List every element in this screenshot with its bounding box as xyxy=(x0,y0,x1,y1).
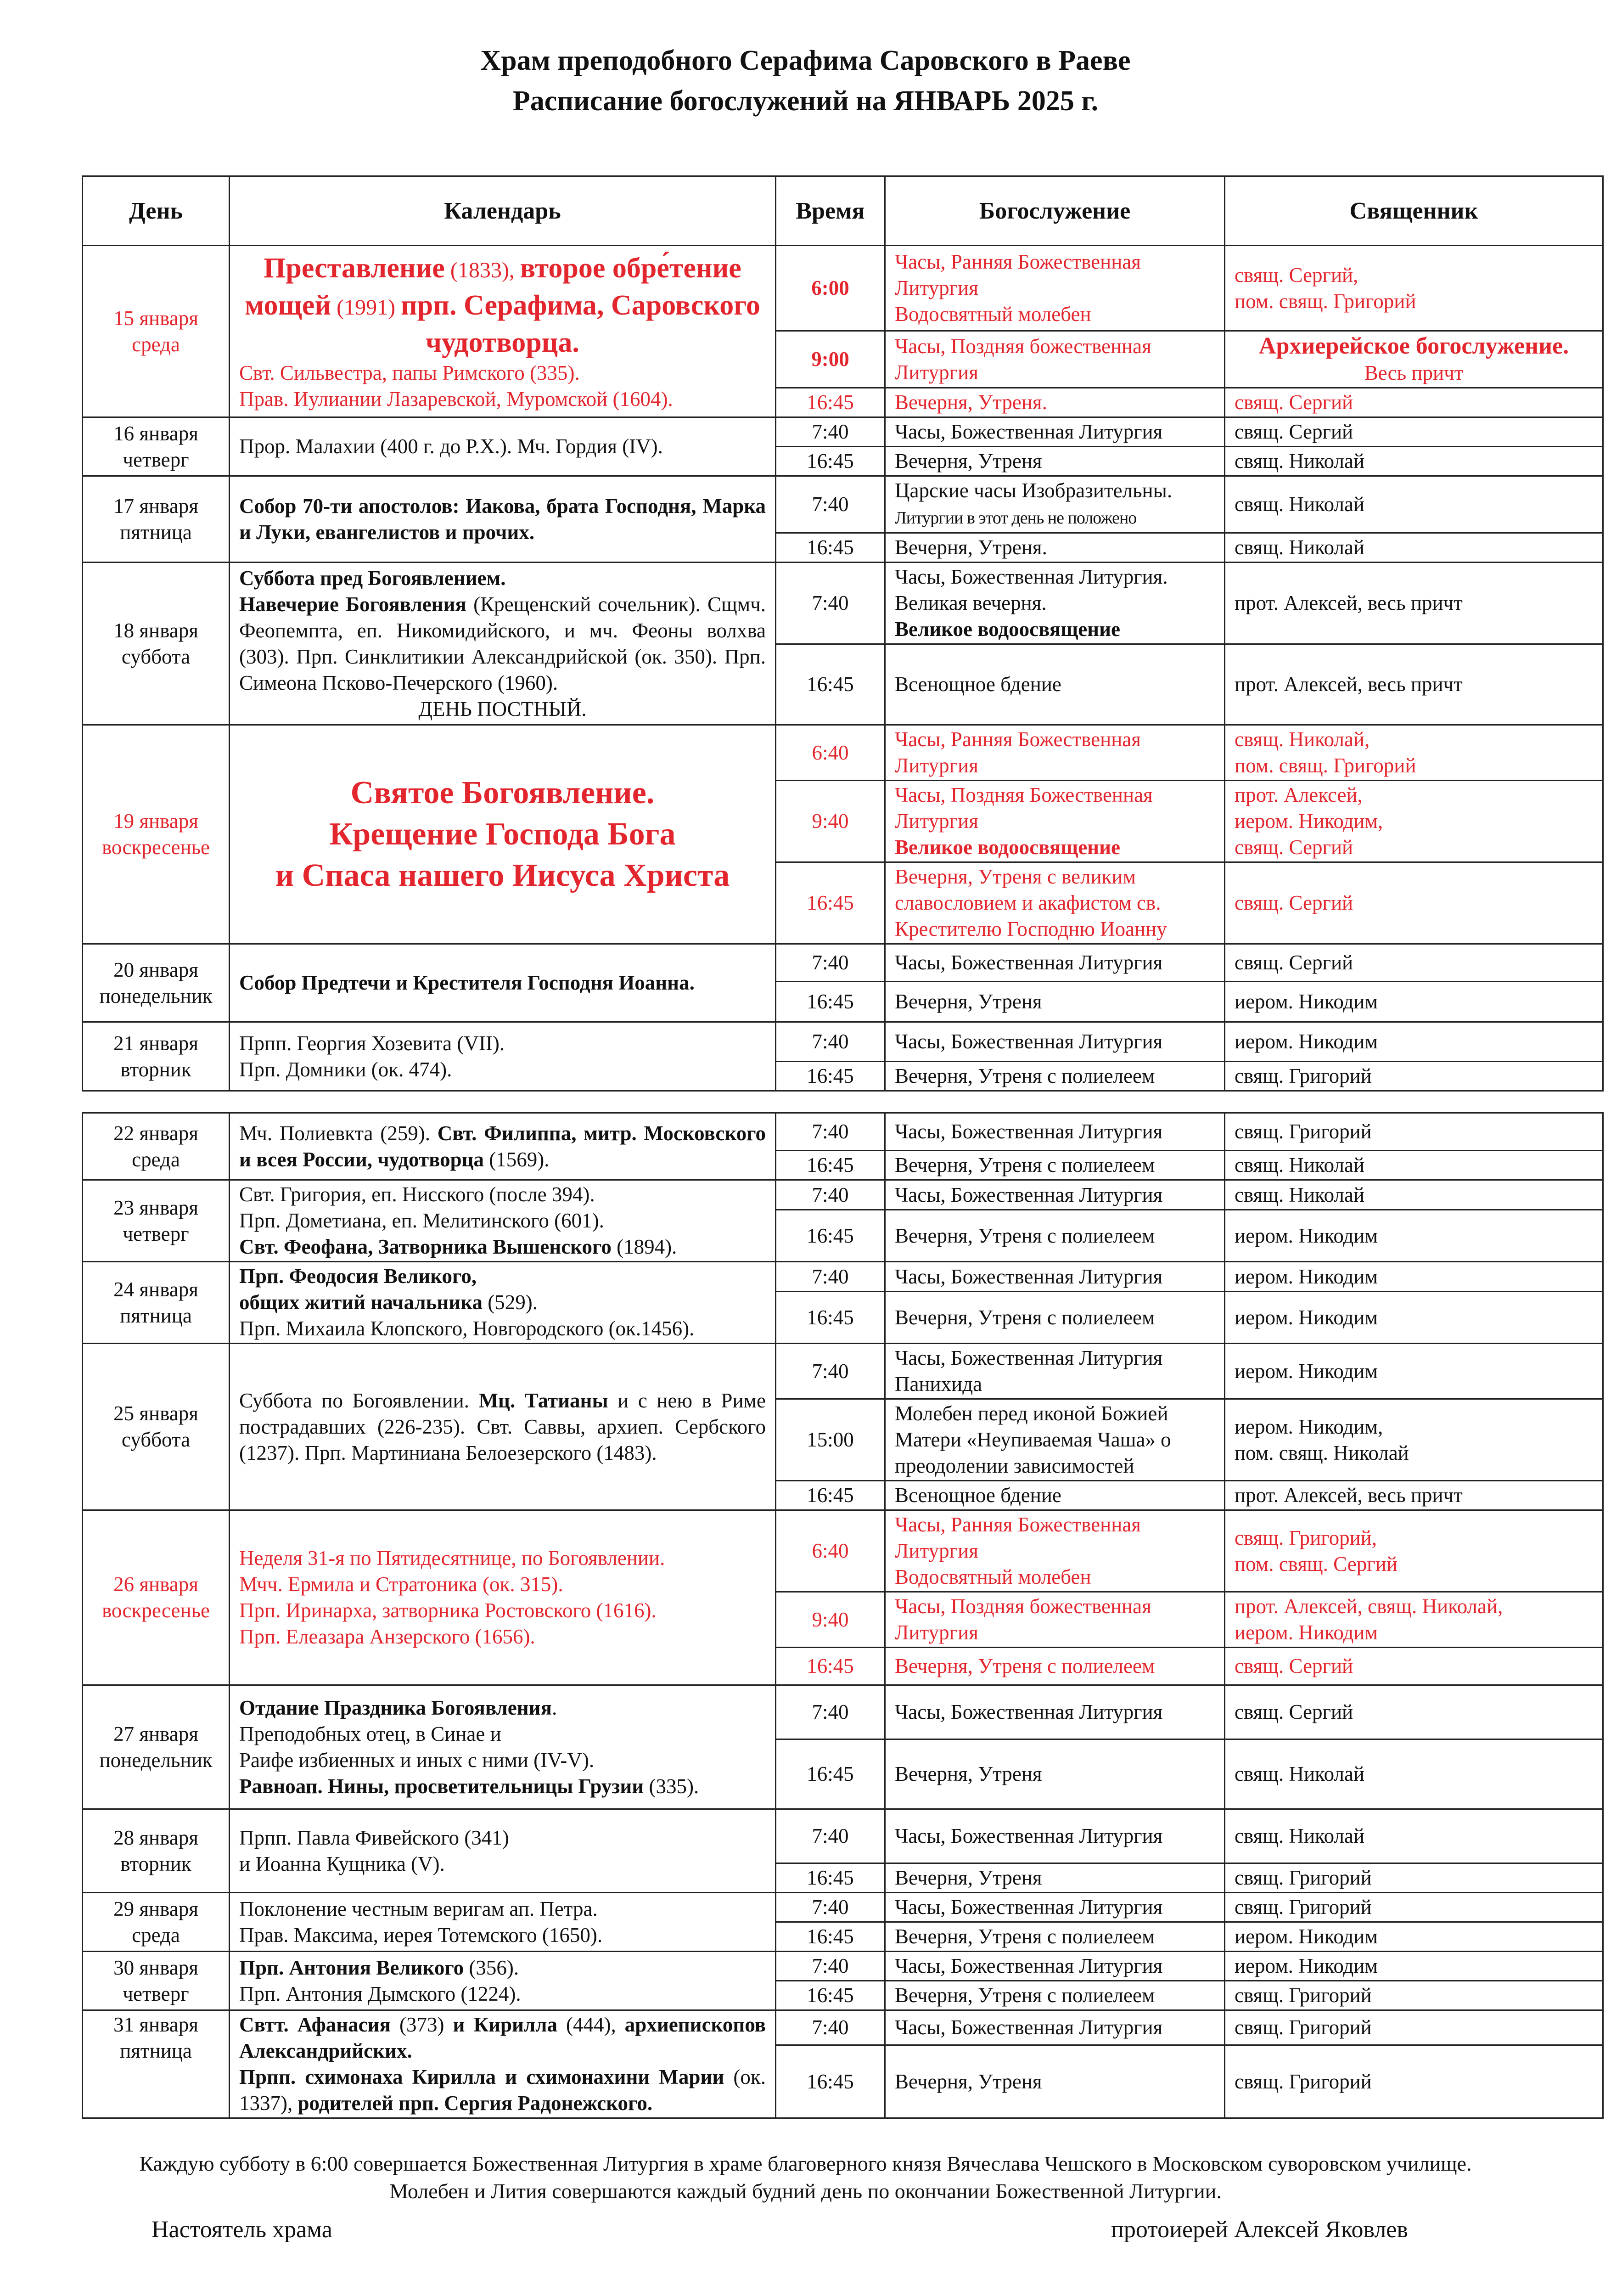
priest-cell: свящ. Сергий xyxy=(1225,1685,1603,1739)
time-cell: 7:40 xyxy=(776,1180,885,1210)
table-row xyxy=(83,944,1603,982)
table-row xyxy=(83,476,1603,533)
date-label: 31 января xyxy=(113,2013,198,2036)
priest-cell: свящ. Григорий xyxy=(1225,1113,1603,1151)
calendar-cell xyxy=(230,1262,776,1344)
weekday-label: среда xyxy=(132,1923,180,1947)
day-cell xyxy=(83,1262,230,1344)
commemoration-bold: Навечерие Богоявления xyxy=(239,592,466,616)
service-cell: Вечерня, Утреня с полиелеем xyxy=(885,1151,1225,1180)
commemoration-text: и с нею в Риме пострадавших (226-235). Свт. Саввы, архиеп. Сербского (1237). Прп. Мартиниана Белоезерского (1483). xyxy=(239,1389,766,1464)
service-cell: Всенощное бдение xyxy=(885,644,1225,725)
commemoration-text: (1894). xyxy=(611,1235,677,1258)
service-text: Часы, Поздняя Божественная Литургия xyxy=(895,783,1153,833)
weekday-label: понедельник xyxy=(99,984,213,1007)
time-cell: 16:45 xyxy=(776,982,885,1022)
priest-cell: свящ. Григорий, пом. свящ. Сергий xyxy=(1225,1510,1603,1592)
priest-cell: свящ. Сергий xyxy=(1225,862,1603,944)
col-header-time: Время xyxy=(776,176,885,246)
day-cell xyxy=(83,1022,230,1091)
table-row xyxy=(83,1344,1603,1399)
time-cell: 16:45 xyxy=(776,388,885,417)
table-row xyxy=(83,1022,1603,1062)
priest-cell: свящ. Сергий, пом. свящ. Григорий xyxy=(1225,246,1603,331)
service-cell xyxy=(885,781,1225,862)
weekday-label: пятница xyxy=(120,520,192,544)
time-cell: 7:40 xyxy=(776,1809,885,1863)
commemoration-bold: Свтт. Афанасия xyxy=(239,2013,391,2036)
day-cell xyxy=(83,563,230,725)
priest-cell: иером. Никодим xyxy=(1225,1292,1603,1344)
calendar-cell xyxy=(230,1180,776,1262)
service-cell: Часы, Божественная Литургия xyxy=(885,1180,1225,1210)
commemoration-bold: архиепископов Александрийских. xyxy=(239,2013,766,2062)
time-cell: 6:40 xyxy=(776,725,885,781)
table-row xyxy=(83,1893,1603,1922)
time-cell: 15:00 xyxy=(776,1399,885,1481)
service-text: Часы, Божественная Литургия. Великая вечерня. xyxy=(895,565,1168,614)
commemoration-text: (1569). xyxy=(484,1148,550,1171)
date-label: 28 января xyxy=(113,1826,198,1849)
service-cell: Часы, Божественная Литургия xyxy=(885,1022,1225,1062)
commemoration-text: (444), xyxy=(557,2013,625,2036)
table-row xyxy=(83,1952,1603,1981)
table-row xyxy=(83,1262,1603,1292)
feast-title: и Спаса нашего Иисуса Христа xyxy=(275,858,730,893)
commemoration-line: Прав. Иулиании Лазаревской, Муромской (1604). xyxy=(239,387,673,411)
priest-cell: свящ. Сергий xyxy=(1225,388,1603,417)
priest-cell xyxy=(1225,331,1603,388)
table-row xyxy=(83,1113,1603,1151)
service-text: Царские часы Изобразительны. xyxy=(895,479,1173,502)
weekday-label: вторник xyxy=(120,1058,191,1081)
commemoration-text: . xyxy=(551,1696,557,1719)
service-cell: Вечерня, Утреня с полиелеем xyxy=(885,1062,1225,1091)
feast-name: Преставление xyxy=(264,252,445,284)
date-label: 20 января xyxy=(113,958,198,981)
time-cell: 16:45 xyxy=(776,533,885,563)
commemoration-text: Прп. Михаила Клопского, Новгородского (ок.1456). xyxy=(239,1317,695,1340)
commemoration-text: Прп. Антония Дымского (1224). xyxy=(239,1982,521,2005)
calendar-cell xyxy=(230,1952,776,2010)
priest-cell: иером. Никодим xyxy=(1225,982,1603,1022)
time-cell: 7:40 xyxy=(776,1952,885,1981)
time-cell: 7:40 xyxy=(776,1344,885,1399)
time-cell: 7:40 xyxy=(776,944,885,982)
time-cell: 16:45 xyxy=(776,1739,885,1809)
date-label: 29 января xyxy=(113,1897,198,1920)
priest-cell: свящ. Николай xyxy=(1225,1180,1603,1210)
service-cell: Вечерня, Утреня xyxy=(885,1739,1225,1809)
time-cell: 7:40 xyxy=(776,1022,885,1062)
service-bold: Великое водоосвящение xyxy=(895,618,1121,641)
service-cell: Вечерня, Утреня с полиелеем xyxy=(885,1292,1225,1344)
time-cell: 7:40 xyxy=(776,563,885,644)
time-cell: 7:40 xyxy=(776,2010,885,2045)
service-cell: Часы, Божественная Литургия xyxy=(885,1893,1225,1922)
priest-cell: свящ. Николай xyxy=(1225,533,1603,563)
feast-saint: прп. Серафима, Саровского чудотворца. xyxy=(401,289,760,358)
calendar-cell xyxy=(230,1685,776,1809)
service-cell: Часы, Ранняя Божественная Литургия Водосвятный молебен xyxy=(885,1510,1225,1592)
time-cell: 16:45 xyxy=(776,1062,885,1091)
table-row xyxy=(83,1809,1603,1863)
calendar-cell: Поклонение честным веригам ап. Петра. Прав. Максима, иерея Тотемского (1650). xyxy=(230,1893,776,1952)
calendar-cell: Прпп. Павла Фивейского (341) и Иоанна Кущника (V). xyxy=(230,1809,776,1893)
calendar-cell xyxy=(230,1344,776,1510)
commemoration-text: Прп. Дометиана, еп. Мелитинского (601). xyxy=(239,1209,604,1232)
priest-cell: свящ. Григорий xyxy=(1225,1863,1603,1893)
priest-cell: свящ. Николай xyxy=(1225,1151,1603,1180)
priest-cell: прот. Алексей, весь причт xyxy=(1225,1481,1603,1510)
priest-cell: свящ. Сергий xyxy=(1225,1648,1603,1685)
service-cell xyxy=(885,563,1225,644)
priest-cell: свящ. Григорий xyxy=(1225,1981,1603,2010)
date-label: 22 января xyxy=(113,1121,198,1145)
service-cell: Часы, Божественная Литургия xyxy=(885,1685,1225,1739)
priest-cell: иером. Никодим xyxy=(1225,1922,1603,1952)
calendar-cell: Прпп. Георгия Хозевита (VII). Прп. Домники (ок. 474). xyxy=(230,1022,776,1091)
weekday-label: четверг xyxy=(123,448,189,471)
commemoration-bold: Отдание Праздника Богоявления xyxy=(239,1696,552,1719)
fast-day-note: ДЕНЬ ПОСТНЫЙ. xyxy=(418,697,587,720)
col-header-day: День xyxy=(83,176,230,246)
priest-cell: свящ. Сергий xyxy=(1225,944,1603,982)
time-cell: 16:45 xyxy=(776,447,885,476)
commemoration-text: Суббота по Богоявлении. xyxy=(239,1389,479,1412)
weekday-label: среда xyxy=(132,1148,180,1171)
day-cell xyxy=(83,944,230,1022)
feast-year: (1833), xyxy=(444,258,520,282)
service-cell: Часы, Поздняя божественная Литургия xyxy=(885,1592,1225,1648)
feast-title: Святое Богоявление. xyxy=(350,775,655,810)
commemoration-bold: и Кирилла xyxy=(453,2013,557,2036)
date-label: 17 января xyxy=(113,494,198,518)
commemoration-text: (356). xyxy=(464,1956,519,1979)
priest-cell: свящ. Николай xyxy=(1225,1809,1603,1863)
day-cell xyxy=(83,2010,230,2118)
day-cell xyxy=(83,1113,230,1180)
commemoration-bold: Свт. Феофана, Затворника Вышенского xyxy=(239,1235,612,1258)
priest-cell: свящ. Николай xyxy=(1225,1739,1603,1809)
service-cell: Часы, Божественная Литургия Панихида xyxy=(885,1344,1225,1399)
priest-cell: иером. Никодим, пом. свящ. Николай xyxy=(1225,1399,1603,1481)
calendar-cell: Собор Предтечи и Крестителя Господня Иоанна. xyxy=(230,944,776,1022)
time-cell: 9:40 xyxy=(776,781,885,862)
time-cell: 16:45 xyxy=(776,1210,885,1262)
col-header-service: Богослужение xyxy=(885,176,1225,246)
day-cell xyxy=(83,1180,230,1262)
time-cell: 16:45 xyxy=(776,1151,885,1180)
time-cell: 16:45 xyxy=(776,1863,885,1893)
day-cell xyxy=(83,1344,230,1510)
commemoration-bold: Прп. Антония Великого xyxy=(239,1956,464,1979)
weekday-label: пятница xyxy=(120,2039,192,2062)
priest-cell: свящ. Григорий xyxy=(1225,1062,1603,1091)
time-cell: 7:40 xyxy=(776,1113,885,1151)
time-cell: 16:45 xyxy=(776,1292,885,1344)
time-cell: 9:40 xyxy=(776,1592,885,1648)
day-cell xyxy=(83,1952,230,2010)
time-cell: 16:45 xyxy=(776,2045,885,2118)
service-cell: Вечерня, Утреня с полиелеем xyxy=(885,1648,1225,1685)
service-cell: Часы, Божественная Литургия xyxy=(885,944,1225,982)
commemoration-bold: общих житий начальника xyxy=(239,1291,483,1314)
service-cell: Часы, Божественная Литургия xyxy=(885,2010,1225,2045)
calendar-cell xyxy=(230,1113,776,1180)
schedule-table-2 xyxy=(82,1112,1604,2119)
schedule-title: Расписание богослужений на ЯНВАРЬ 2025 г. xyxy=(512,85,1099,117)
date-label: 19 января xyxy=(113,810,198,833)
calendar-cell: Прор. Малахии (400 г. до Р.Х.). Мч. Гордия (IV). xyxy=(230,417,776,476)
day-cell xyxy=(83,725,230,944)
weekday-label: пятница xyxy=(120,1304,192,1327)
priest-cell: свящ. Григорий xyxy=(1225,2010,1603,2045)
calendar-cell: Собор 70-ти апостолов: Иакова, брата Господня, Марка и Луки, евангелистов и прочих. xyxy=(230,476,776,563)
weekday-label: четверг xyxy=(123,1222,189,1245)
table-header-row xyxy=(83,176,1603,246)
day-cell xyxy=(83,1893,230,1952)
feast-year-2: (1991) xyxy=(331,295,401,320)
service-cell: Вечерня, Утреня xyxy=(885,982,1225,1022)
time-cell: 7:40 xyxy=(776,476,885,533)
service-cell: Часы, Ранняя Божественная Литургия xyxy=(885,725,1225,781)
weekday-label: суббота xyxy=(121,645,191,668)
church-title: Храм преподобного Серафима Саровского в Раеве xyxy=(480,45,1131,76)
commemoration-bold: родителей прп. Сергия Радонежского. xyxy=(298,2092,653,2115)
signature-left: Настоятель храма xyxy=(152,2217,332,2243)
schedule-table-1 xyxy=(82,175,1604,1092)
priest-cell: иером. Никодим xyxy=(1225,1344,1603,1399)
date-label: 16 января xyxy=(113,422,198,445)
service-cell: Часы, Божественная Литургия xyxy=(885,417,1225,447)
calendar-cell xyxy=(230,246,776,417)
service-bold: Великое водоосвящение xyxy=(895,836,1121,859)
day-cell xyxy=(83,246,230,417)
day-cell xyxy=(83,417,230,476)
table-row xyxy=(83,246,1603,331)
service-cell: Часы, Божественная Литургия xyxy=(885,1113,1225,1151)
commemoration-bold: Прп. Феодосия Великого, xyxy=(239,1265,477,1288)
priest-cell: иером. Никодим xyxy=(1225,1262,1603,1292)
weekday-label: четверг xyxy=(123,1982,189,2005)
service-cell: Часы, Поздняя божественная Литургия xyxy=(885,331,1225,388)
commemoration-text: (Крещенский сочельник). Сщмч. Феопемпта, еп. Никомидийского, и мч. Феоны волхва (303). Прп. Синклитикии Александрийской (ок. 350). Прп. Симеона Псково-Печерского (1960). xyxy=(239,592,766,694)
priest-cell: прот. Алексей, весь причт xyxy=(1225,563,1603,644)
commemoration-bold: Прпп. схимонаха Кирилла и схимонахини Марии xyxy=(239,2065,724,2088)
time-cell: 16:45 xyxy=(776,644,885,725)
service-note: Литургии в этот день не положено xyxy=(895,508,1137,528)
calendar-cell xyxy=(230,563,776,725)
weekday-label: воскресенье xyxy=(101,1599,210,1622)
table-row xyxy=(83,725,1603,781)
date-label: 26 января xyxy=(113,1573,198,1596)
priest-cell: иером. Никодим xyxy=(1225,1210,1603,1262)
date-label: 25 января xyxy=(113,1402,198,1425)
table-row xyxy=(83,563,1603,644)
date-label: 18 января xyxy=(113,619,198,642)
time-cell: 7:40 xyxy=(776,417,885,447)
time-cell: 16:45 xyxy=(776,1481,885,1510)
commemoration-text: (ок. 1337), xyxy=(239,2065,766,2115)
service-cell: Вечерня, Утреня. xyxy=(885,388,1225,417)
priest-cell: прот. Алексей, иером. Никодим, свящ. Сергий xyxy=(1225,781,1603,862)
day-cell xyxy=(83,1809,230,1893)
footer-note-saturday: Каждую субботу в 6:00 совершается Божественная Литургия в храме благоверного князя Вячеслава Чешского в Московском суворовском училище. xyxy=(139,2152,1472,2175)
col-header-priest: Священник xyxy=(1225,176,1603,246)
feast-title: Крещение Господа Бога xyxy=(329,816,676,852)
priest-cell: иером. Никодим xyxy=(1225,1952,1603,1981)
commemoration-bold: Свт. Филиппа, митр. Московского и всея России, чудотворца xyxy=(239,1121,766,1171)
calendar-cell: Неделя 31-я по Пятидесятнице, по Богоявлении. Мчч. Ермила и Стратоника (ок. 315). Прп. Иринарха, затворника Ростовского (1616). Прп. Елеазара Анзерского (1656). xyxy=(230,1510,776,1685)
signature-right: протоиерей Алексей Яковлев xyxy=(1111,2217,1408,2243)
service-cell: Часы, Божественная Литургия xyxy=(885,1809,1225,1863)
page-header xyxy=(0,40,1611,121)
commemoration-text: (373) xyxy=(390,2013,453,2036)
service-cell: Вечерня, Утреня. xyxy=(885,533,1225,563)
table-row xyxy=(83,1180,1603,1210)
service-cell xyxy=(885,476,1225,533)
priest-cell: свящ. Николай xyxy=(1225,476,1603,533)
priest-cell: прот. Алексей, весь причт xyxy=(1225,644,1603,725)
time-cell: 7:40 xyxy=(776,1262,885,1292)
footer-note-moleben: Молебен и Лития совершаются каждый будний день по окончании Божественной Литургии. xyxy=(389,2179,1222,2203)
service-cell: Часы, Божественная Литургия xyxy=(885,1952,1225,1981)
commemoration-bold: Равноап. Нины, просветительницы Грузии xyxy=(239,1774,644,1798)
day-cell xyxy=(83,476,230,563)
service-cell: Часы, Божественная Литургия xyxy=(885,1262,1225,1292)
time-cell: 16:45 xyxy=(776,862,885,944)
day-cell xyxy=(83,1510,230,1685)
priest-cell: свящ. Григорий xyxy=(1225,2045,1603,2118)
time-cell: 9:00 xyxy=(776,331,885,388)
time-cell: 6:00 xyxy=(776,246,885,331)
weekday-label: среда xyxy=(132,332,180,356)
time-cell: 7:40 xyxy=(776,1685,885,1739)
table-row xyxy=(83,417,1603,447)
service-cell: Вечерня, Утреня xyxy=(885,2045,1225,2118)
hierarchal-service-label: Архиерейское богослужение. xyxy=(1258,332,1569,359)
service-cell: Вечерня, Утреня xyxy=(885,447,1225,476)
weekday-label: воскресенье xyxy=(101,836,210,859)
commemoration-text: Мч. Полиевкта (259). xyxy=(239,1121,438,1145)
weekday-label: понедельник xyxy=(99,1748,213,1772)
date-label: 27 января xyxy=(113,1722,198,1745)
commemoration-text: (335). xyxy=(644,1774,699,1798)
service-cell: Всенощное бдение xyxy=(885,1481,1225,1510)
priest-cell: свящ. Николай xyxy=(1225,447,1603,476)
weekday-label: вторник xyxy=(120,1852,191,1875)
time-cell: 16:45 xyxy=(776,1981,885,2010)
priest-name: Весь причт xyxy=(1364,361,1464,384)
commemoration-bold: Суббота пред Богоявлением. xyxy=(239,566,506,590)
service-cell: Часы, Ранняя Божественная Литургия Водосвятный молебен xyxy=(885,246,1225,331)
day-cell xyxy=(83,1685,230,1809)
commemoration-line: Свт. Сильвестра, папы Римского (335). xyxy=(239,361,580,384)
service-cell: Вечерня, Утреня с полиелеем xyxy=(885,1981,1225,2010)
date-label: 15 января xyxy=(113,306,198,330)
date-label: 30 января xyxy=(113,1956,198,1979)
weekday-label: суббота xyxy=(121,1428,191,1451)
table-row xyxy=(83,1510,1603,1592)
calendar-cell xyxy=(230,2010,776,2118)
table-row xyxy=(83,1685,1603,1739)
service-cell: Вечерня, Утреня с полиелеем xyxy=(885,1210,1225,1262)
commemoration-bold: Мц. Татианы xyxy=(478,1389,608,1412)
priest-cell: свящ. Григорий xyxy=(1225,1893,1603,1922)
time-cell: 6:40 xyxy=(776,1510,885,1592)
service-cell: Вечерня, Утреня с полиелеем xyxy=(885,1922,1225,1952)
date-label: 23 января xyxy=(113,1196,198,1219)
commemoration-text: (529). xyxy=(482,1291,538,1314)
calendar-cell xyxy=(230,725,776,944)
priest-cell: свящ. Сергий xyxy=(1225,417,1603,447)
time-cell: 16:45 xyxy=(776,1648,885,1685)
commemoration-text: Свт. Григория, еп. Нисского (после 394). xyxy=(239,1183,595,1206)
feast-relics: второе обре́тение мощей xyxy=(245,252,741,321)
date-label: 24 января xyxy=(113,1277,198,1301)
service-cell: Вечерня, Утреня xyxy=(885,1863,1225,1893)
commemoration-text: Преподобных отец, в Синае и Раифе избиенных и иных с ними (IV-V). xyxy=(239,1722,595,1772)
service-cell: Вечерня, Утреня с великим славословием и акафистом св. Крестителю Господню Иоанну xyxy=(885,862,1225,944)
priest-cell: свящ. Николай, пом. свящ. Григорий xyxy=(1225,725,1603,781)
time-cell: 7:40 xyxy=(776,1893,885,1922)
priest-cell: иером. Никодим xyxy=(1225,1022,1603,1062)
col-header-calendar: Календарь xyxy=(230,176,776,246)
table-row xyxy=(83,2010,1603,2045)
priest-cell: прот. Алексей, свящ. Николай, иером. Никодим xyxy=(1225,1592,1603,1648)
service-cell: Молебен перед иконой Божией Матери «Неупиваемая Чаша» о преодолении зависимостей xyxy=(885,1399,1225,1481)
date-label: 21 января xyxy=(113,1031,198,1055)
time-cell: 16:45 xyxy=(776,1922,885,1952)
